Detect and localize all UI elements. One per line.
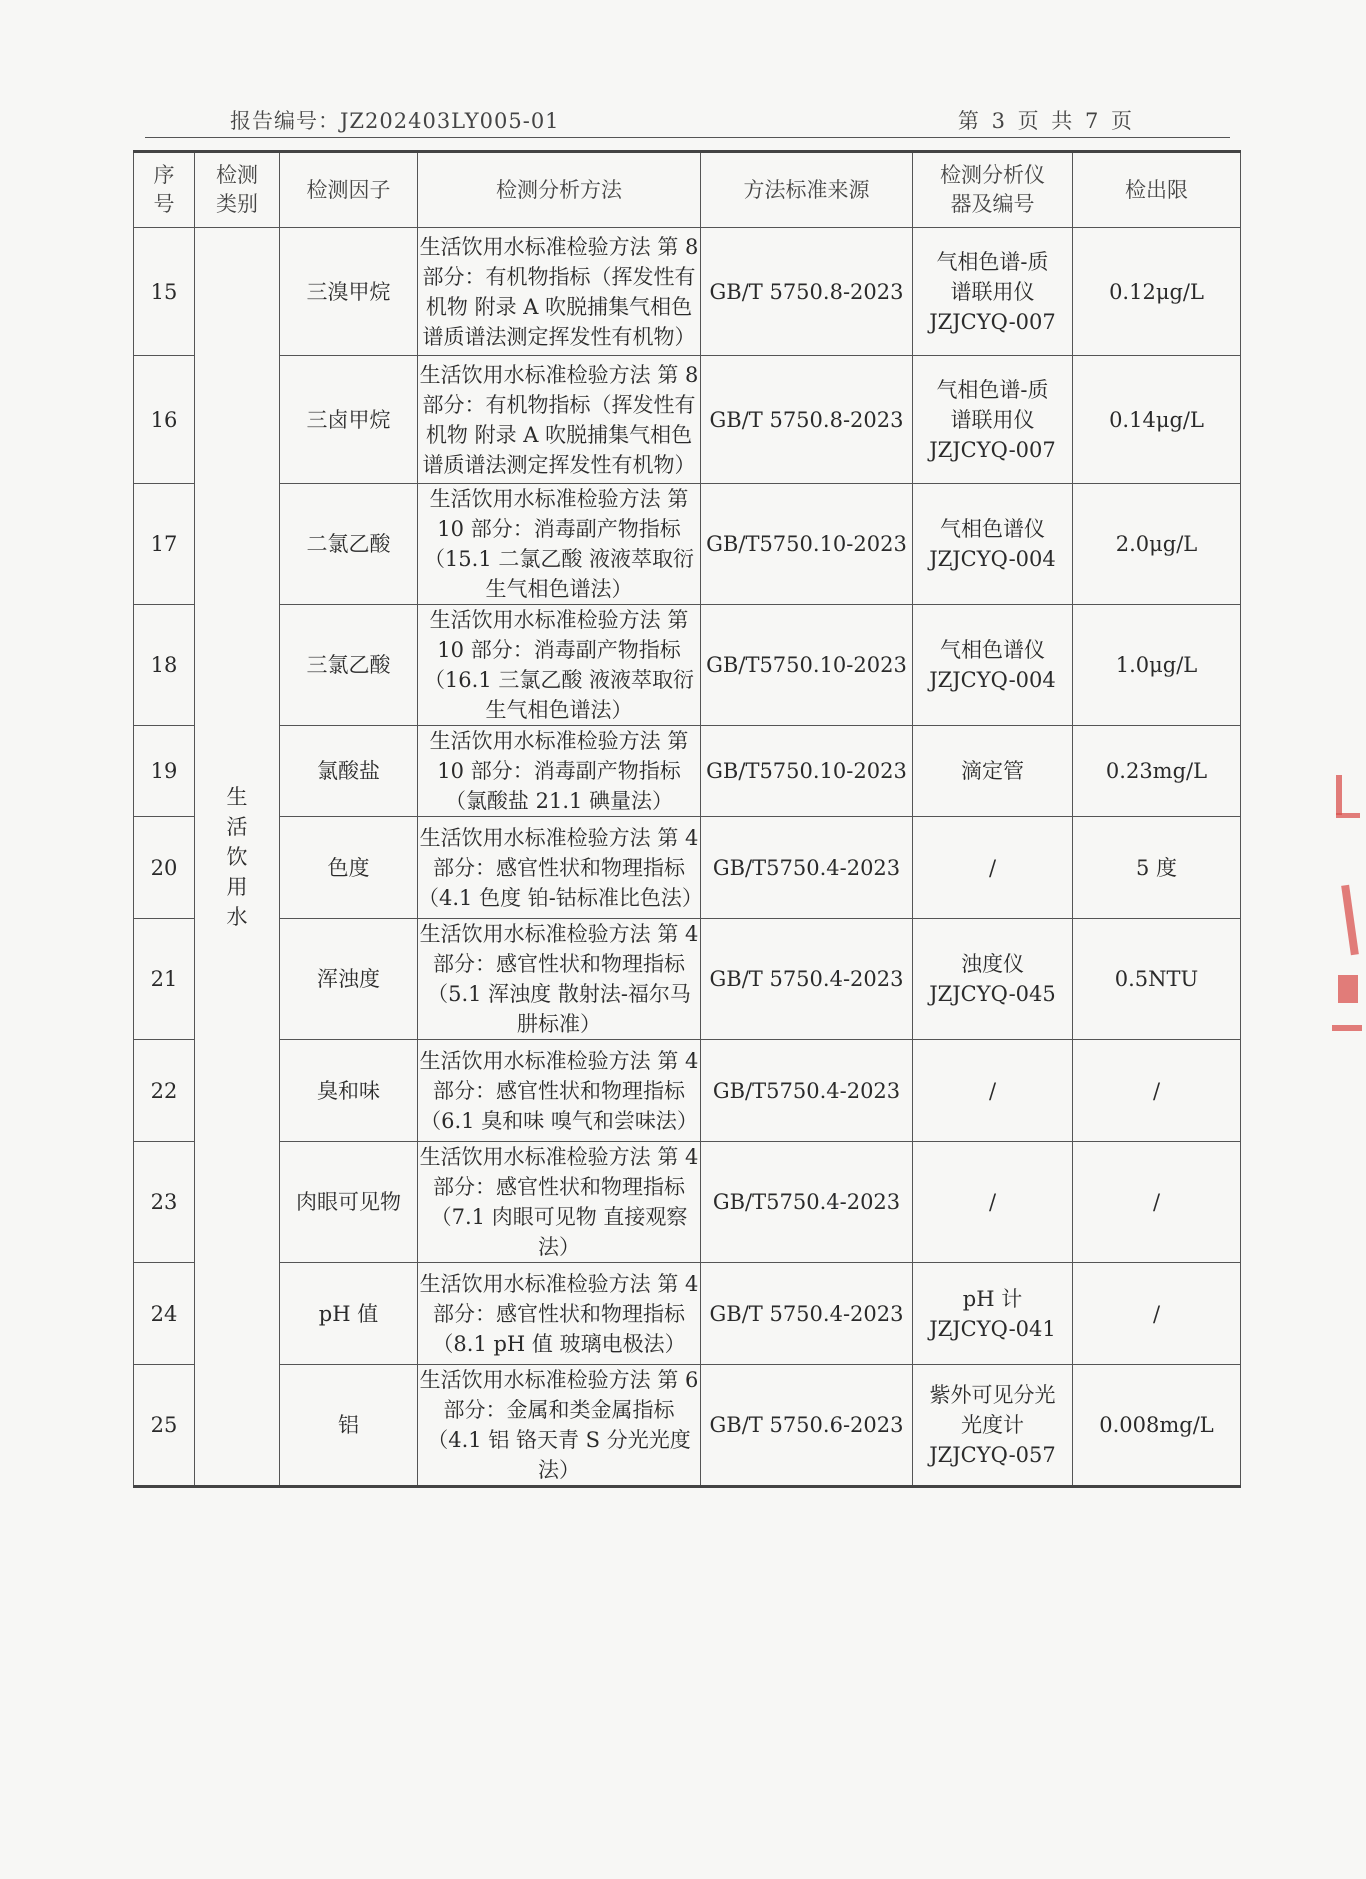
cell-seq: 24	[134, 1263, 195, 1365]
cell-factor: 色度	[280, 817, 418, 919]
table-row	[134, 605, 1241, 726]
cell-limit: /	[1073, 1263, 1241, 1365]
cell-method: 生活饮用水标准检验方法 第 4 部分：感官性状和物理指标（6.1 臭和味 嗅气和尝味法）	[418, 1040, 701, 1142]
table-row	[134, 1142, 1241, 1263]
cell-instrument: 气相色谱仪 JZJCYQ-004	[913, 484, 1073, 605]
cell-seq: 17	[134, 484, 195, 605]
cell-method: 生活饮用水标准检验方法 第 8 部分：有机物指标（挥发性有机物 附录 A 吹脱捕集气相色谱质谱法测定挥发性有机物）	[418, 356, 701, 484]
cell-factor: 氯酸盐	[280, 726, 418, 817]
cell-factor: 铝	[280, 1365, 418, 1487]
red-seal-stamp-fragment	[1332, 775, 1366, 1035]
cell-seq: 23	[134, 1142, 195, 1263]
cell-method: 生活饮用水标准检验方法 第 4 部分：感官性状和物理指标（7.1 肉眼可见物 直接观察法）	[418, 1142, 701, 1263]
cell-seq: 21	[134, 919, 195, 1040]
cell-seq: 25	[134, 1365, 195, 1487]
cell-standard: GB/T5750.4-2023	[701, 1142, 913, 1263]
table-row	[134, 356, 1241, 484]
col-header-method: 检测分析方法	[418, 152, 701, 228]
cell-instrument: 气相色谱-质谱联用仪 JZJCYQ-007	[913, 356, 1073, 484]
cell-limit: 5 度	[1073, 817, 1241, 919]
table-body	[134, 228, 1241, 1487]
cell-instrument: 紫外可见分光光度计 JZJCYQ-057	[913, 1365, 1073, 1487]
cell-instrument: /	[913, 1040, 1073, 1142]
cell-seq: 15	[134, 228, 195, 356]
table-row	[134, 228, 1241, 356]
cell-instrument: /	[913, 817, 1073, 919]
cell-instrument: 气相色谱仪 JZJCYQ-004	[913, 605, 1073, 726]
test-methods-table	[133, 150, 1241, 1488]
table-row	[134, 817, 1241, 919]
cell-factor: 二氯乙酸	[280, 484, 418, 605]
cell-standard: GB/T 5750.4-2023	[701, 919, 913, 1040]
cell-factor: 三溴甲烷	[280, 228, 418, 356]
cell-instrument: 滴定管	[913, 726, 1073, 817]
report-number: 报告编号：JZ202403LY005-01	[230, 109, 560, 133]
cell-limit: 0.23mg/L	[1073, 726, 1241, 817]
cell-instrument: /	[913, 1142, 1073, 1263]
cell-method: 生活饮用水标准检验方法 第 4 部分：感官性状和物理指标（4.1 色度 铂-钴标准比色法）	[418, 817, 701, 919]
cell-standard: GB/T5750.10-2023	[701, 484, 913, 605]
report-header	[145, 100, 1230, 138]
cell-method: 生活饮用水标准检验方法 第 10 部分：消毒副产物指标（16.1 三氯乙酸 液液萃取衍生气相色谱法）	[418, 605, 701, 726]
cell-instrument: 浊度仪 JZJCYQ-045	[913, 919, 1073, 1040]
cell-standard: GB/T 5750.4-2023	[701, 1263, 913, 1365]
cell-method: 生活饮用水标准检验方法 第 10 部分：消毒副产物指标（氯酸盐 21.1 碘量法）	[418, 726, 701, 817]
col-header-factor: 检测因子	[280, 152, 418, 228]
cell-standard: GB/T 5750.8-2023	[701, 228, 913, 356]
cell-factor: 浑浊度	[280, 919, 418, 1040]
cell-method: 生活饮用水标准检验方法 第 4 部分：感官性状和物理指标（8.1 pH 值 玻璃电极法）	[418, 1263, 701, 1365]
cell-seq: 20	[134, 817, 195, 919]
cell-limit: /	[1073, 1142, 1241, 1263]
cell-instrument: 气相色谱-质谱联用仪 JZJCYQ-007	[913, 228, 1073, 356]
cell-standard: GB/T5750.10-2023	[701, 726, 913, 817]
cell-limit: /	[1073, 1040, 1241, 1142]
table-row	[134, 484, 1241, 605]
col-header-category: 检测 类别	[195, 152, 280, 228]
cell-factor: 臭和味	[280, 1040, 418, 1142]
cell-standard: GB/T5750.4-2023	[701, 1040, 913, 1142]
cell-limit: 0.008mg/L	[1073, 1365, 1241, 1487]
cell-limit: 1.0μg/L	[1073, 605, 1241, 726]
cell-limit: 0.5NTU	[1073, 919, 1241, 1040]
cell-seq: 18	[134, 605, 195, 726]
cell-method: 生活饮用水标准检验方法 第 10 部分：消毒副产物指标（15.1 二氯乙酸 液液萃取衍生气相色谱法）	[418, 484, 701, 605]
table-row	[134, 1365, 1241, 1487]
cell-method: 生活饮用水标准检验方法 第 8 部分：有机物指标（挥发性有机物 附录 A 吹脱捕集气相色谱质谱法测定挥发性有机物）	[418, 228, 701, 356]
col-header-standard: 方法标准来源	[701, 152, 913, 228]
cell-factor: 肉眼可见物	[280, 1142, 418, 1263]
cell-method: 生活饮用水标准检验方法 第 6 部分：金属和类金属指标（4.1 铝 铬天青 S 分光光度法）	[418, 1365, 701, 1487]
cell-factor: 三氯乙酸	[280, 605, 418, 726]
col-header-limit: 检出限	[1073, 152, 1241, 228]
cell-seq: 19	[134, 726, 195, 817]
page-info: 第 3 页 共 7 页	[957, 109, 1135, 133]
cell-standard: GB/T 5750.8-2023	[701, 356, 913, 484]
cell-seq: 22	[134, 1040, 195, 1142]
cell-seq: 16	[134, 356, 195, 484]
table-row	[134, 919, 1241, 1040]
col-header-instrument: 检测分析仪 器及编号	[913, 152, 1073, 228]
cell-limit: 0.12μg/L	[1073, 228, 1241, 356]
table-row	[134, 726, 1241, 817]
cell-factor: 三卤甲烷	[280, 356, 418, 484]
table-row	[134, 1263, 1241, 1365]
cell-category: 生 活 饮 用 水	[195, 228, 280, 1487]
col-header-seq: 序 号	[134, 152, 195, 228]
table-header-row	[134, 152, 1241, 228]
cell-limit: 2.0μg/L	[1073, 484, 1241, 605]
cell-standard: GB/T5750.4-2023	[701, 817, 913, 919]
cell-standard: GB/T 5750.6-2023	[701, 1365, 913, 1487]
cell-limit: 0.14μg/L	[1073, 356, 1241, 484]
header-rule	[145, 137, 1230, 138]
table-row	[134, 1040, 1241, 1142]
cell-standard: GB/T5750.10-2023	[701, 605, 913, 726]
cell-method: 生活饮用水标准检验方法 第 4 部分：感官性状和物理指标（5.1 浑浊度 散射法-福尔马肼标准）	[418, 919, 701, 1040]
cell-factor: pH 值	[280, 1263, 418, 1365]
cell-instrument: pH 计 JZJCYQ-041	[913, 1263, 1073, 1365]
